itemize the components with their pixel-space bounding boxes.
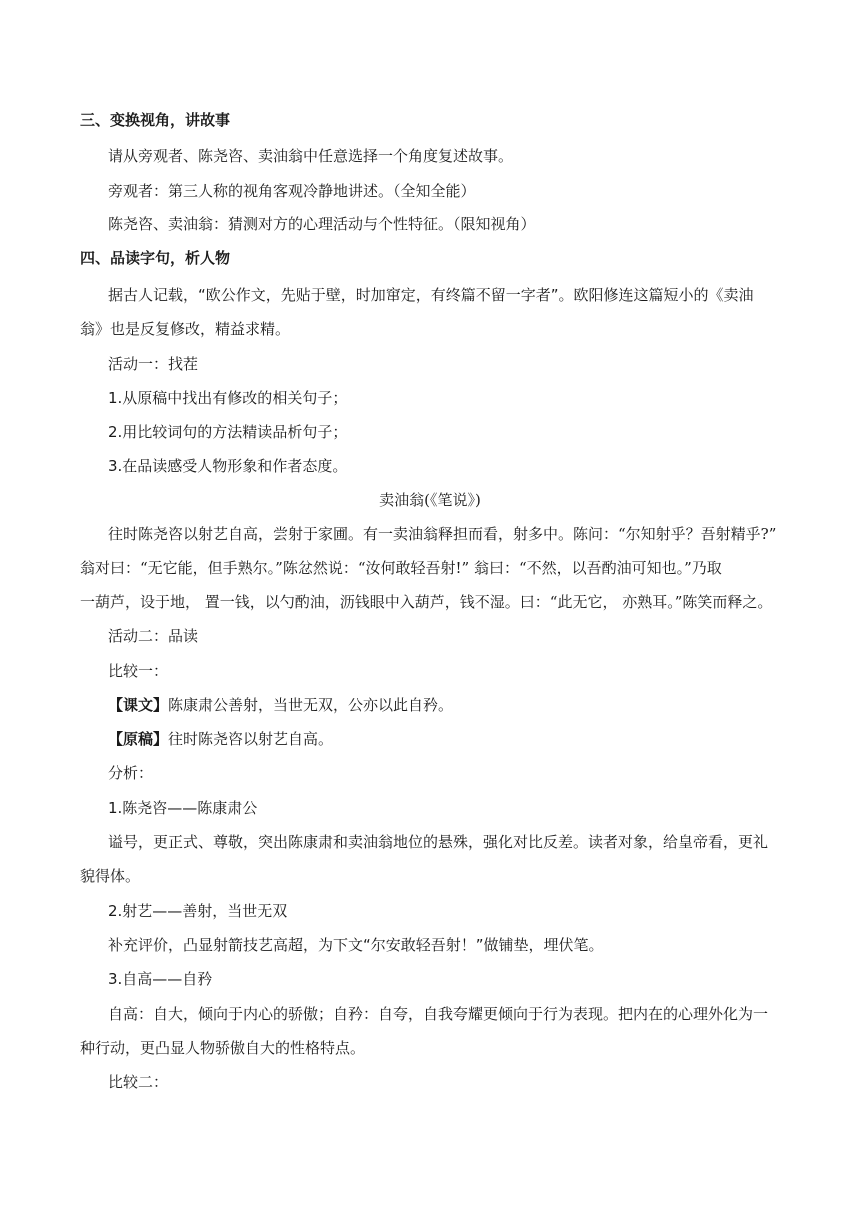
paragraph: 旁观者：第三人称的视角客观冷静地讲述。（全知全能） bbox=[108, 182, 476, 200]
paragraph: 请从旁观者、陈尧咨、卖油翁中任意选择一个角度复述故事。 bbox=[108, 147, 514, 165]
list-item: 2.用比较词句的方法精读品析句子； bbox=[108, 423, 348, 441]
draft-value: 往时陈尧咨以射艺自高。 bbox=[168, 730, 334, 748]
text-label: 【课文】 bbox=[108, 696, 169, 714]
paragraph: 貌得体。 bbox=[80, 867, 141, 885]
original-text-line: 翁对曰：“无它能，但手熟尔。”陈忿然说：“汝何敢轻吾射!” 翁曰：“不然，以吾酌油可知也。”乃取 bbox=[80, 559, 722, 577]
draft-quote bbox=[108, 728, 333, 750]
paragraph: 据古人记载，“欧公作文，先贴于壁，时加窜定，有终篇不留一字者”。欧阳修连这篇短小的《卖油 bbox=[108, 286, 754, 304]
activity-title: 活动一：找茬 bbox=[108, 355, 199, 373]
draft-label: 【原稿】 bbox=[108, 730, 169, 748]
activity-title: 活动二：品读 bbox=[108, 627, 199, 645]
section-heading-3: 三、变换视角，讲故事 bbox=[80, 111, 231, 129]
paragraph: 种行动，更凸显人物骄傲自大的性格特点。 bbox=[80, 1039, 366, 1057]
text-value: 陈康肃公善射，当世无双，公亦以此自矜。 bbox=[168, 696, 454, 714]
analysis-item-title: 3.自高——自矜 bbox=[108, 970, 213, 988]
section-heading-4: 四、品读字句，析人物 bbox=[80, 249, 231, 267]
paragraph: 谥号，更正式、尊敬，突出陈康肃和卖油翁地位的悬殊，强化对比反差。读者对象，给皇帝看，更礼 bbox=[108, 833, 769, 851]
list-item: 1.从原稿中找出有修改的相关句子； bbox=[108, 389, 348, 407]
paragraph: 自高：自大，倾向于内心的骄傲；自矜：自夸，自我夸耀更倾向于行为表现。把内在的心理外化为一 bbox=[108, 1005, 769, 1023]
analysis-label: 分析： bbox=[108, 764, 154, 782]
list-item: 3.在品读感受人物形象和作者态度。 bbox=[108, 457, 348, 475]
paragraph: 补充评价，凸显射箭技艺高超，为下文“尔安敢轻吾射！”做铺垫，埋伏笔。 bbox=[108, 936, 604, 954]
paragraph: 陈尧咨、卖油翁：猜测对方的心理活动与个性特征。（限知视角） bbox=[108, 215, 536, 233]
paragraph: 翁》也是反复修改，精益求精。 bbox=[80, 320, 291, 338]
original-text-line: 一葫芦，设于地， 置一钱，以勺酌油，沥钱眼中入葫芦，钱不湿。曰：“此无它， 亦熟耳。”陈笑而释之。 bbox=[80, 593, 773, 611]
comparison-label: 比较一： bbox=[108, 662, 169, 680]
analysis-item-title: 1.陈尧咨——陈康肃公 bbox=[108, 799, 258, 817]
text-quote bbox=[108, 694, 453, 716]
original-text-title: 卖油翁(《笔说》) bbox=[379, 491, 481, 509]
comparison-label: 比较二： bbox=[108, 1073, 169, 1091]
analysis-item-title: 2.射艺——善射，当世无双 bbox=[108, 902, 288, 920]
original-text-line: 往时陈尧咨以射艺自高，尝射于家圃。有一卖油翁释担而看，射多中。陈问：“尔知射乎？吾射精乎?” bbox=[108, 525, 777, 543]
